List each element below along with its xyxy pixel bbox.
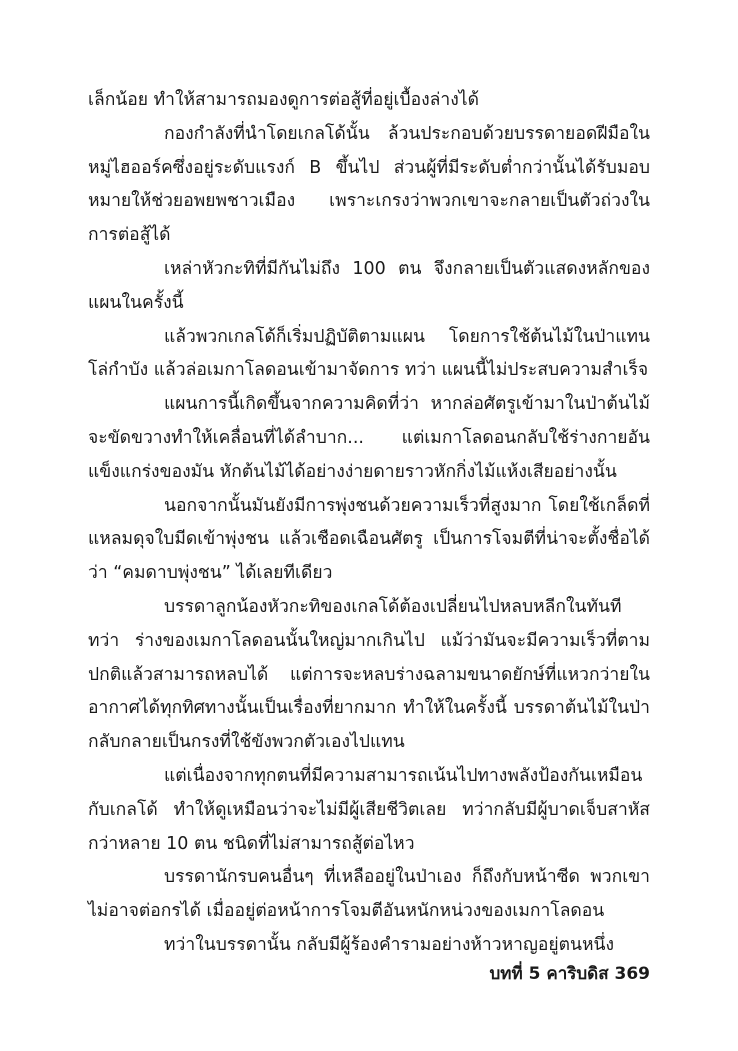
paragraph: กองกำลังที่นำโดยเกลโด้นั้น ล้วนประกอบด้วยบรรดายอดฝีมือในหมู่ไฮออร์คซึ่งอยู่ระดับแรงก์ B ขึ้นไป ส่วนผู้ที่มีระดับต่ำกว่านั้นได้รับมอบหมายให้ช่วยอพยพชาวเมือง เพราะเกรงว่าพวกเขาจะกลายเป็นตัวถ่วงในการต่อสู้ได้: [88, 123, 650, 246]
paragraph: แผนการนี้เกิดขึ้นจากความคิดที่ว่า หากล่อศัตรูเข้ามาในป่าต้นไม้จะขัดขวางทำให้เคลื่อนที่ได้ลำบาก... แต่เมกาโลดอนกลับใช้ร่างกายอันแข็งแกร่งของมัน หักต้นไม้ได้อย่างง่ายดายราวหักกิ่งไม้แห้งเสียอย่างนั้น: [88, 394, 650, 482]
paragraph: บรรดาลูกน้องหัวกะทิของเกลโด้ต้องเปลี่ยนไปหลบหลีกในทันทีทว่า ร่างของเมกาโลดอนนั้นใหญ่มากเกินไป แม้ว่ามันจะมีความเร็วที่ตามปกติแล้วสามารถหลบได้ แต่การจะหลบร่างฉลามขนาดยักษ์ที่แหวกว่ายในอากาศได้ทุกทิศทางนั้นเป็นเรื่องที่ยากมาก ทำให้ในครั้งนี้ บรรดาต้นไม้ในป่ากลับกลายเป็นกรงที่ใช้ขังพวกตัวเองไปแทน: [88, 596, 650, 753]
paragraph: นอกจากนั้นมันยังมีการพุ่งชนด้วยความเร็วที่สูงมาก โดยใช้เกล็ดที่แหลมดุจใบมีดเข้าพุ่งชน แล้วเชือดเฉือนศัตรู เป็นการโจมตีที่น่าจะตั้งชื่อได้ว่า “คมดาบพุ่งชน” ได้เลยทีเดียว: [88, 495, 650, 584]
paragraph: ทว่าในบรรดานั้น กลับมีผู้ร้องคำรามอย่างห้าวหาญอยู่ตนหนึ่ง: [164, 934, 614, 955]
body-text: [88, 84, 650, 963]
paragraph: แล้วพวกเกลโด้ก็เริ่มปฏิบัติตามแผน โดยการใช้ต้นไม้ในป่าแทนโล่กำบัง แล้วล่อเมกาโลดอนเข้ามาจัดการ ทว่า แผนนี้ไม่ประสบความสำเร็จ: [88, 326, 650, 381]
paragraph: เหล่าหัวกะทิที่มีกันไม่ถึง 100 ตน จึงกลายเป็นตัวแสดงหลักของแผนในครั้งนี้: [88, 258, 650, 313]
paragraph: บรรดานักรบคนอื่นๆ ที่เหลืออยู่ในป่าเอง ก็ถึงกับหน้าซีด พวกเขาไม่อาจต่อกรได้ เมื่ออยู่ต่อหน้าการโจมตีอันหนักหน่วงของเมกาโลดอน: [88, 867, 650, 922]
page-footer: บทที่ 5 คาริบดิส 369: [489, 964, 650, 984]
paragraph: แต่เนื่องจากทุกตนที่มีความสามารถเน้นไปทางพลังป้องกันเหมือนกับเกลโด้ ทำให้ดูเหมือนว่าจะไม่มีผู้เสียชีวิตเลย ทว่ากลับมีผู้บาดเจ็บสาหัสกว่าหลาย 10 ตน ชนิดที่ไม่สามารถสู้ต่อไหว: [88, 765, 650, 854]
paragraph: เล็กน้อย ทำให้สามารถมองดูการต่อสู้ที่อยู่เบื้องล่างได้: [88, 90, 479, 110]
